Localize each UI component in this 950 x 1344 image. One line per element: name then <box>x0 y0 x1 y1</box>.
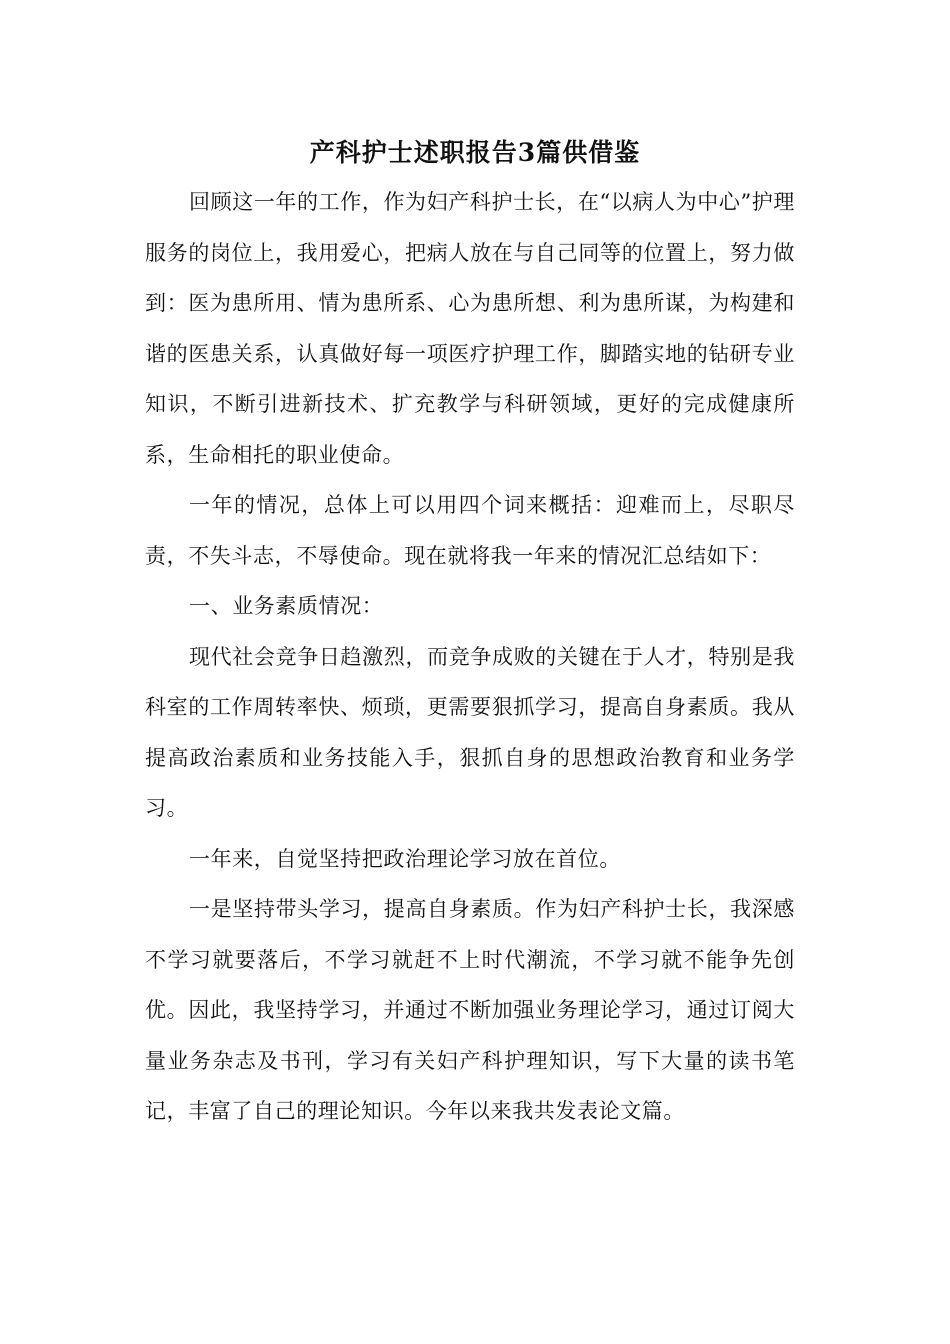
document-title: 产科护士述职报告3篇供借鉴 <box>309 138 641 167</box>
paragraph: 回顾这一年的工作，作为妇产科护士长，在“以病人为中心”护理服务的岗位上，我用爱心，把病人放在与自己同等的位置上，努力做到：医为患所用、情为患所系、心为患所想、利为患所谋，为构建和谐的医患关系，认真做好每一项医疗护理工作，脚踏实地的钻研专业知识，不断引进新技术、扩充教学与科研领域，更好的完成健康所系，生命相托的职业使命。 <box>145 190 795 467</box>
paragraph: 现代社会竞争日趋激烈，而竞争成败的关键在于人才，特别是我科室的工作周转率快、烦琐，更需要狠抓学习，提高自身素质。我从提高政治素质和业务技能入手，狠抓自身的思想政治教育和业务学习。 <box>145 644 795 820</box>
paragraph: 一年来，自觉坚持把政治理论学习放在首位。 <box>189 846 621 871</box>
paragraph: 一是坚持带头学习，提高自身素质。作为妇产科护士长，我深感不学习就要落后，不学习就赶不上时代潮流，不学习就不能争先创优。因此，我坚持学习，并通过不断加强业务理论学习，通过订阅大量业务杂志及书刊，学习有关妇产科护理知识，写下大量的读书笔记，丰富了自己的理论知识。今年以来我共发表论文篇。 <box>145 897 795 1123</box>
paragraph: 一年的情况，总体上可以用四个词来概括：迎难而上，尽职尽责，不失斗志，不辱使命。现在就将我一年来的情况汇总结如下： <box>145 493 795 568</box>
section-heading: 一、业务素质情况： <box>189 594 384 618</box>
document-body <box>145 177 795 1137</box>
